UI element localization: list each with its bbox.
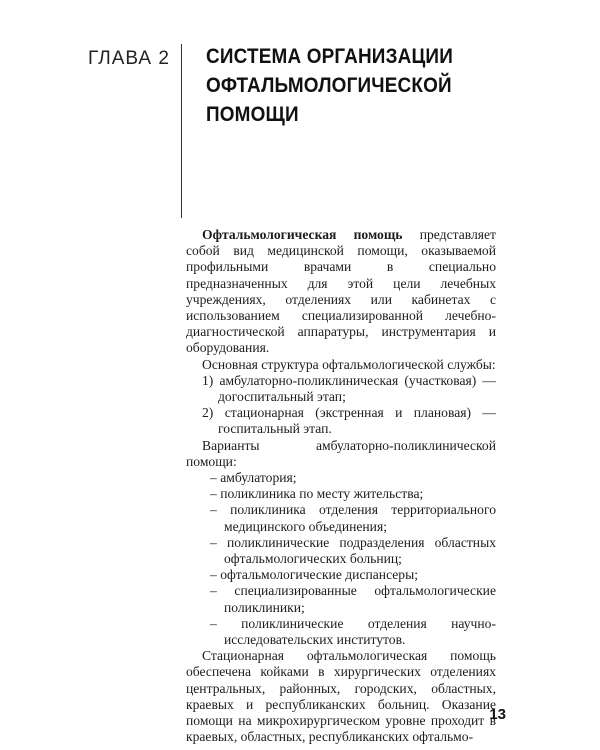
structure-list [186,373,496,438]
list-item: – офтальмологические диспансеры; [186,567,496,583]
list-item: – поликлинические отделения научно-исследовательских институтов. [186,616,496,648]
chapter-label: ГЛАВА 2 [88,48,170,69]
intro-paragraph [186,227,496,357]
list-item: 2) стационарная (экстренная и плановая) — госпитальный этап. [202,405,496,437]
intro-text: представляет собой вид медицинской помощи, оказываемой профильными врачами в специально предназначенных для этой цели лечебных учреждениях, отделениях или кабинетах с использованием специализированной лечебно-диагностической аппаратуры, инструментария и оборудования. [186,227,496,356]
variants-intro: Варианты амбулаторно-поликлинической помощи: [186,437,496,469]
page-number: 13 [489,706,506,723]
structure-intro: Основная структура офтальмологической службы: [202,356,496,372]
intro-term: Офтальмологическая помощь [202,227,403,242]
list-item: – поликлинические подразделения областных офтальмологических больниц; [186,535,496,567]
body-text [186,227,496,746]
list-item: – амбулатория; [186,470,496,486]
hospital-paragraph: Стационарная офтальмологическая помощь обеспечена койками в хирургических отделениях центральных, районных, городских, областных, краевых и республиканских больниц. Оказание помощи на микрохирургическом уровне проходит в краевых, областных, республиканских офтальмо- [186,648,496,745]
list-item: – поликлиника отделения территориального медицинского объединения; [186,502,496,534]
chapter-title: СИСТЕМА ОРГАНИЗАЦИИ ОФТАЛЬМОЛОГИЧЕСКОЙ ПОМОЩИ [206,44,453,126]
list-item: – специализированные офтальмологические поликлиники; [186,583,496,615]
list-item: 1) амбулаторно-поликлиническая (участковая) — догоспитальный этап; [202,372,496,405]
variants-list [186,470,496,648]
chapter-divider [181,44,182,218]
list-item: – поликлиника по месту жительства; [186,486,496,502]
